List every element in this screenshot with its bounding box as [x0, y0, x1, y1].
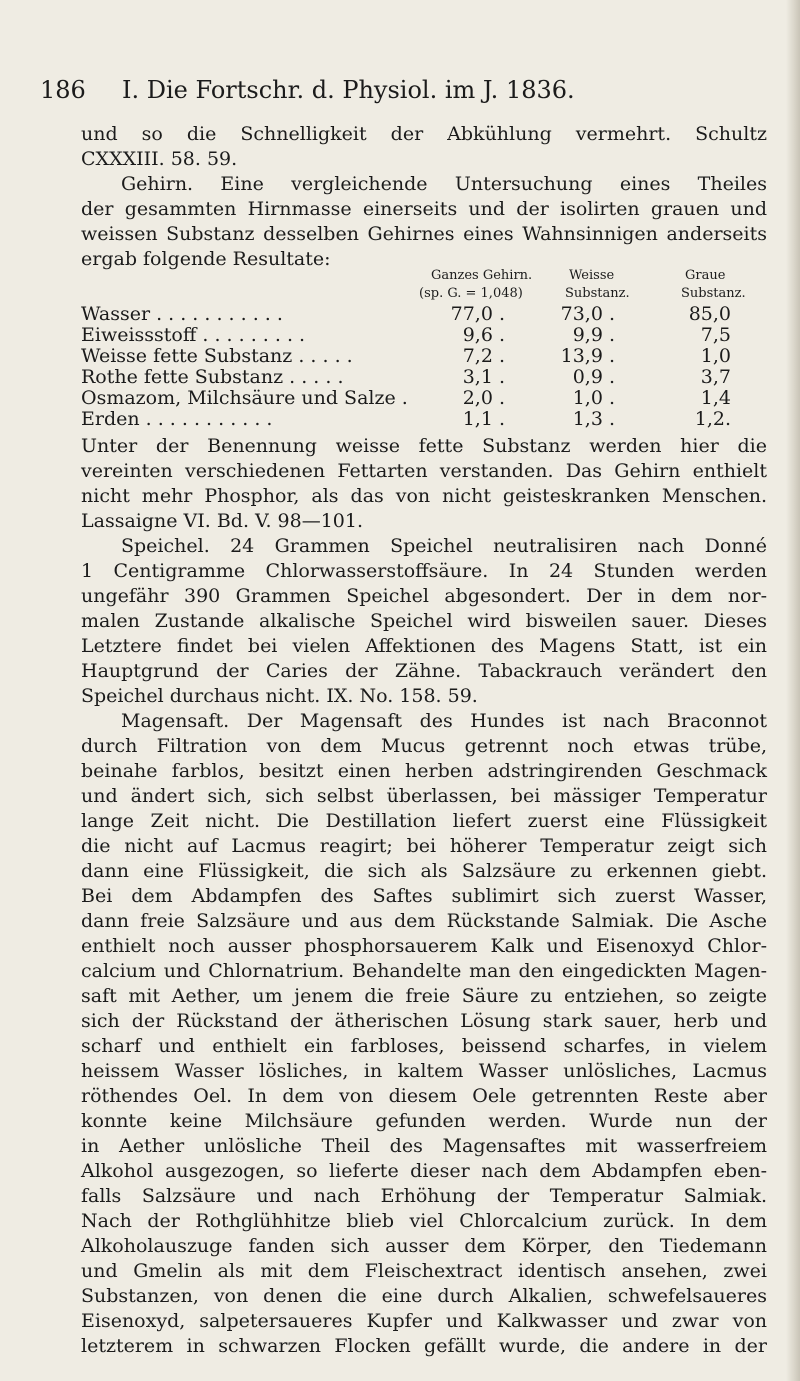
- text-line: letzterem in schwarzen Flocken gefällt wurde, die andere in der: [81, 1335, 767, 1357]
- table-row: [81, 388, 767, 409]
- text-line: dann freie Salzsäure und aus dem Rückstande Salmiak. Die Asche: [81, 910, 767, 932]
- citation-line: Speichel durchaus nicht. IX. No. 158. 59.: [81, 685, 478, 707]
- table-row: [81, 304, 767, 325]
- text-line: der gesammten Hirnmasse einerseits und der isolirten grauen und: [81, 198, 767, 220]
- text-line: Eisenoxyd, salpetersaueres Kupfer und Kalkwasser und zwar von: [81, 1310, 767, 1332]
- table-row: [81, 409, 767, 430]
- table-header: [81, 268, 767, 304]
- text-line: konnte keine Milchsäure gefunden werden. Wurde nun der: [81, 1110, 767, 1132]
- speichel-paragraph: [81, 534, 767, 709]
- text-line: malen Zustande alkalische Speichel wird bisweilen sauer. Dieses: [81, 610, 767, 632]
- intro-paragraph: [81, 122, 767, 172]
- column-subheader: Substanz.: [681, 286, 746, 301]
- row-label: Eiweissstoff . . . . . . . . .: [81, 324, 306, 346]
- magensaft-paragraph: [81, 709, 767, 1359]
- page-number: 186: [40, 76, 86, 104]
- cell-white-matter: 0,9 .: [572, 366, 615, 388]
- text-line: Alkoholauszuge fanden sich ausser dem Körper, den Tiedemann: [81, 1235, 767, 1257]
- text-line: 1 Centigramme Chlorwasserstoffsäure. In 24 Stunden werden: [81, 560, 767, 582]
- citation-line: Lassaigne VI. Bd. V. 98—101.: [81, 510, 364, 532]
- text-line: Alkohol ausgezogen, so lieferte dieser nach dem Abdampfen eben-: [81, 1160, 767, 1182]
- text-line: beinahe farblos, besitzt einen herben adstringirenden Geschmack: [81, 760, 767, 782]
- cell-white-matter: 13,9 .: [560, 345, 615, 367]
- table-row: [81, 325, 767, 346]
- text-line: und Gmelin als mit dem Fleischextract identisch ansehen, zwei: [81, 1260, 767, 1282]
- page-edge-shadow: [786, 0, 800, 1381]
- text-line: ergab folgende Resultate:: [81, 248, 331, 270]
- column-header: Ganzes Gehirn.: [431, 268, 533, 283]
- table-row: [81, 367, 767, 388]
- row-label: Erden . . . . . . . . . . .: [81, 408, 273, 430]
- text-line: Unter der Benennung weisse fette Substanz werden hier die: [81, 435, 767, 457]
- text-line: nicht mehr Phosphor, als das von nicht geisteskranken Menschen.: [81, 485, 767, 507]
- text-line: heissem Wasser lösliches, in kaltem Wasser unlösliches, Lacmus: [81, 1060, 767, 1082]
- running-title: I. Die Fortschr. d. Physiol. im J. 1836.: [122, 76, 575, 104]
- cell-whole-brain: 2,0 .: [462, 387, 505, 409]
- text-line: Magensaft. Der Magensaft des Hundes ist nach Braconnot: [121, 710, 767, 732]
- text-line: sich der Rückstand der ätherischen Lösung stark sauer, herb und: [81, 1010, 767, 1032]
- text-line: falls Salzsäure und nach Erhöhung der Temperatur Salmiak.: [81, 1185, 767, 1207]
- text-line: scharf und enthielt ein farbloses, beissend scharfes, in vielem: [81, 1035, 767, 1057]
- gehirn-paragraph: [81, 172, 767, 272]
- row-label: Osmazom, Milchsäure und Salze .: [81, 387, 408, 409]
- table-row: [81, 346, 767, 367]
- text-line: röthendes Oel. In dem von diesem Oele getrennten Reste aber: [81, 1085, 767, 1107]
- cell-grey-matter: 1,0: [700, 345, 731, 367]
- text-line: und ändert sich, sich selbst überlassen, bei mässiger Temperatur: [81, 785, 767, 807]
- text-line: Hauptgrund der Caries der Zähne. Tabackrauch verändert den: [81, 660, 767, 682]
- row-label: Wasser . . . . . . . . . . .: [81, 303, 283, 325]
- text-line: Letztere findet bei vielen Affektionen des Magens Statt, ist ein: [81, 635, 767, 657]
- column-subheader: Substanz.: [565, 286, 630, 301]
- text-line: Substanzen, von denen die eine durch Alkalien, schwefelsaueres: [81, 1285, 767, 1307]
- cell-grey-matter: 7,5: [700, 324, 731, 346]
- column-header: Graue: [685, 268, 726, 283]
- cell-whole-brain: 3,1 .: [462, 366, 505, 388]
- text-line: durch Filtration von dem Mucus getrennt noch etwas trübe,: [81, 735, 767, 757]
- text-line: CXXXIII. 58. 59.: [81, 148, 238, 170]
- cell-white-matter: 1,0 .: [572, 387, 615, 409]
- cell-grey-matter: 3,7: [700, 366, 731, 388]
- text-line: Speichel. 24 Grammen Speichel neutralisiren nach Donné: [121, 535, 767, 557]
- row-label: Rothe fette Substanz . . . . .: [81, 366, 344, 388]
- text-line: weissen Substanz desselben Gehirnes eines Wahnsinnigen anderseits: [81, 223, 767, 245]
- cell-grey-matter: 1,4: [700, 387, 731, 409]
- text-line: enthielt noch ausser phosphorsauerem Kalk und Eisenoxyd Chlor-: [81, 935, 767, 957]
- text-line: saft mit Aether, um jenem die freie Säure zu entziehen, so zeigte: [81, 985, 767, 1007]
- text-line: die nicht auf Lacmus reagirt; bei höherer Temperatur zeigt sich: [81, 835, 767, 857]
- cell-white-matter: 1,3 .: [572, 408, 615, 430]
- running-header: [40, 76, 680, 106]
- cell-whole-brain: 7,2 .: [462, 345, 505, 367]
- column-header: Weisse: [569, 268, 615, 283]
- text-line: dann eine Flüssigkeit, die sich als Salzsäure zu erkennen giebt.: [81, 860, 767, 882]
- text-line: in Aether unlösliche Theil des Magensaftes mit wasserfreiem: [81, 1135, 767, 1157]
- cell-grey-matter: 1,2.: [694, 408, 731, 430]
- cell-whole-brain: 1,1 .: [462, 408, 505, 430]
- cell-white-matter: 9,9 .: [572, 324, 615, 346]
- text-line: Nach der Rothglühhitze blieb viel Chlorcalcium zurück. In dem: [81, 1210, 767, 1232]
- row-label: Weisse fette Substanz . . . . .: [81, 345, 353, 367]
- composition-table: [81, 268, 767, 430]
- column-subheader: (sp. G. = 1,048): [419, 286, 523, 301]
- text-line: ungefähr 390 Grammen Speichel abgesondert. Der in dem nor-: [81, 585, 767, 607]
- cell-whole-brain: 9,6 .: [462, 324, 505, 346]
- text-line: vereinten verschiedenen Fettarten verstanden. Das Gehirn enthielt: [81, 460, 767, 482]
- text-line: und so die Schnelligkeit der Abkühlung vermehrt. Schultz: [81, 123, 767, 145]
- text-line: Gehirn. Eine vergleichende Untersuchung eines Theiles: [121, 173, 767, 195]
- text-line: Bei dem Abdampfen des Saftes sublimirt sich zuerst Wasser,: [81, 885, 767, 907]
- text-line: calcium und Chlornatrium. Behandelte man den eingedickten Magen-: [81, 960, 767, 982]
- cell-white-matter: 73,0 .: [560, 303, 615, 325]
- cell-grey-matter: 85,0: [688, 303, 731, 325]
- after-table-paragraph: [81, 434, 767, 534]
- text-line: lange Zeit nicht. Die Destillation liefert zuerst eine Flüssigkeit: [81, 810, 767, 832]
- cell-whole-brain: 77,0 .: [450, 303, 505, 325]
